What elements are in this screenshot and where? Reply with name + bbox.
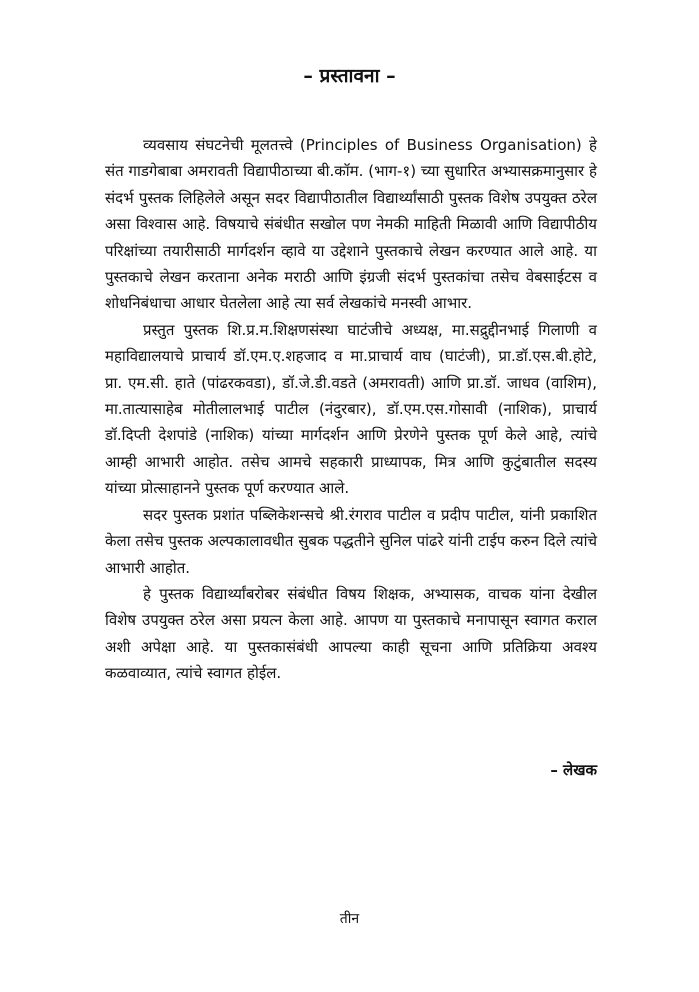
- paragraph-1: व्यवसाय संघटनेची मूलतत्त्वे (Principles of Business Organisation) हे संत गाडगेबाबा अमरावती विद्यापीठाच्या बी.कॉम. (भाग-१) च्या सुधारित अभ्यासक्रमानुसार हे संदर्भ पुस्तक लिहिलेले असून सदर विद्यापीठातील विद्यार्थ्यांसाठी पुस्तक विशेष उपयुक्त ठरेल असा विश्वास आहे. विषयाचे संबंधीत सखोल पण नेमकी माहिती मिळावी आणि विद्यापीठीय परिक्षांच्या तयारीसाठी मार्गदर्शन व्हावे या उद्देशाने पुस्तकाचे लेखन करण्यात आले आहे. या पुस्तकाचे लेखन करताना अनेक मराठी आणि इंग्रजी संदर्भ पुस्तकांचा तसेच वेबसाईटस व शोधनिबंधाचा आधार घेतलेला आहे त्या सर्व लेखकांचे मनस्वी आभार.: [105, 136, 597, 313]
- preface-body: [105, 132, 597, 687]
- paragraph-3: सदर पुस्तक प्रशांत पब्लिकेशन्सचे श्री.रंगराव पाटील व प्रदीप पाटील, यांनी प्रकाशित केला तसेच पुस्तक अल्पकालावधीत सुबक पद्धतीने सुनिल पांढरे यांनी टाईप करुन दिले त्यांचे आभारी आहोत.: [105, 505, 597, 577]
- paragraph-2: प्रस्तुत पुस्तक शि.प्र.म.शिक्षणसंस्था घाटंजीचे अध्यक्ष, मा.सद्रुद्दीनभाई गिलाणी व महाविद्यालयाचे प्राचार्य डॉ.एम.ए.शहजाद व मा.प्राचार्य वाघ (घाटंजी), प्रा.डॉ.एस.बी.होटे, प्रा. एम.सी. हाते (पांढरकवडा), डॉ.जे.डी.वडते (अमरावती) आणि प्रा.डॉ. जाधव (वाशिम), मा.तात्यासाहेब मोतीलालभाई पाटील (नंदुरबार), डॉ.एम.एस.गोसावी (नाशिक), प्राचार्य डॉ.दिप्ती देशपांडे (नाशिक) यांच्या मार्गदर्शन आणि प्रेरणेने पुस्तक पूर्ण केले आहे, त्यांचे आम्ही आभारी आहोत. तसेच आमचे सहकारी प्राध्यापक, मित्र आणि कुटुंबातील सदस्य यांच्या प्रोत्साहानने पुस्तक पूर्ण करण्यात आले.: [105, 320, 597, 498]
- page-title: – प्रस्तावना –: [303, 65, 396, 87]
- paragraph-4: हे पुस्तक विद्यार्थ्यांबरोबर संबंधीत विषय शिक्षक, अभ्यासक, वाचक यांना देखील विशेष उपयुक्त ठरेल असा प्रयत्न केला आहे. आपण या पुस्तकाचे मनापासून स्वागत कराल अशी अपेक्षा आहे. या पुस्तकासंबंधी आपल्या काही सूचना आणि प्रतिक्रिया अवश्य कळवाव्यात, त्यांचे स्वागत होईल.: [105, 584, 597, 683]
- author-signature: – लेखक: [550, 761, 597, 779]
- page-number: तीन: [339, 911, 360, 927]
